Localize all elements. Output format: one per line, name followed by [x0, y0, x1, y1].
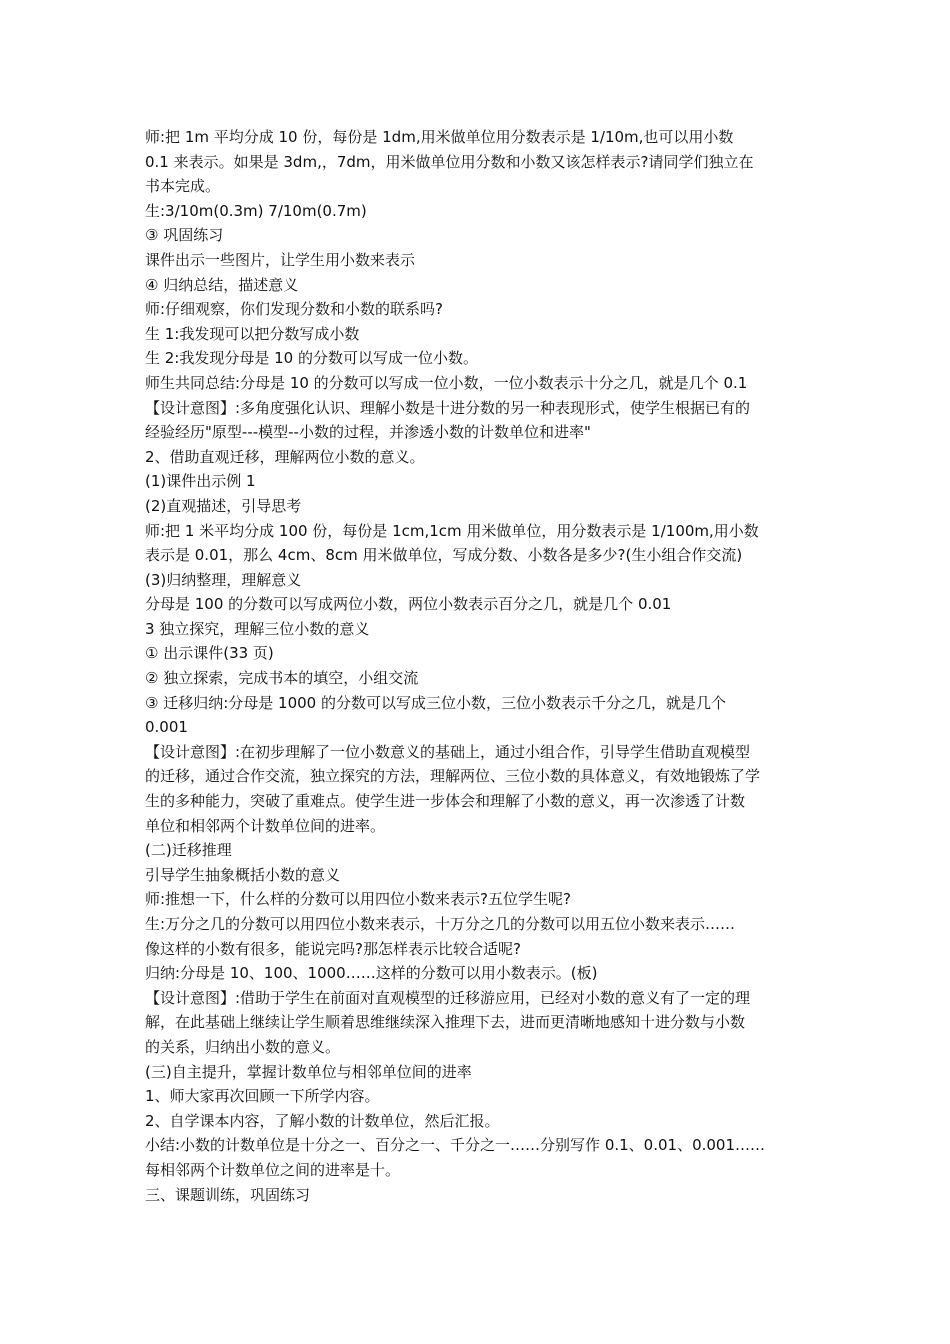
text-line: 引导学生抽象概括小数的意义 [145, 865, 341, 884]
text-line: 0.001 [145, 718, 188, 737]
text-line: (3)归纳整理，理解意义 [145, 570, 302, 589]
text-line: 书本完成。 [145, 177, 221, 196]
text-line: 每相邻两个计数单位之间的进率是十。 [145, 1160, 401, 1179]
text-line: 的迁移，通过合作交流，独立探究的方法，理解两位、三位小数的具体意义，有效地锻炼了学 [145, 767, 761, 786]
text-line: (二)迁移推理 [145, 841, 232, 860]
text-line: 归纳:分母是 10、100、1000……这样的分数可以用小数表示。(板) [145, 964, 598, 983]
text-line: 像这样的小数有很多，能说完吗?那怎样表示比较合适呢? [145, 939, 521, 958]
text-line: 生:3/10m(0.3m) 7/10m(0.7m) [145, 201, 367, 220]
text-line: 生 2:我发现分母是 10 的分数可以写成一位小数。 [145, 349, 478, 368]
text-line: 师:把 1 米平均分成 100 份，每份是 1cm,1cm 用米做单位，用分数表示是 1/100m,用小数 [145, 521, 759, 540]
text-line: (2)直观描述，引导思考 [145, 496, 302, 515]
text-line: 【设计意图】:借助于学生在前面对直观模型的迁移游应用，已经对小数的意义有了一定的理 [145, 988, 751, 1007]
text-line: 【设计意图】:在初步理解了一位小数意义的基础上，通过小组合作，引导学生借助直观模型 [145, 742, 751, 761]
document-body [145, 125, 815, 1207]
text-line: 师:把 1m 平均分成 10 份，每份是 1dm,用米做单位用分数表示是 1/10m,也可以用小数 [145, 128, 734, 146]
text-line: 【设计意图】:多角度强化认识、理解小数是十进分数的另一种表现形式，使学生根据已有的 [145, 398, 751, 417]
text-line: 师生共同总结:分母是 10 的分数可以写成一位小数，一位小数表示十分之几，就是几个 0.1 [145, 373, 748, 392]
text-line: 表示是 0.01，那么 4cm、8cm 用米做单位，写成分数、小数各是多少?(生小组合作交流) [145, 546, 743, 565]
text-line: 生的多种能力，突破了重难点。使学生进一步体会和理解了小数的意义，再一次渗透了计数 [145, 792, 746, 811]
text-line: ④ 归纳总结，描述意义 [145, 275, 299, 294]
text-line: ① 出示课件(33 页) [145, 644, 274, 663]
text-line: 0.1 来表示。如果是 3dm,，7dm，用米做单位用分数和小数又该怎样表示?请同学们独立在 [145, 152, 754, 171]
text-line: ② 独立探索，完成书本的填空，小组交流 [145, 669, 419, 688]
text-line: 小结:小数的计数单位是十分之一、百分之一、千分之一……分别写作 0.1、0.01、0.001…… [145, 1136, 766, 1155]
text-line: 1、师大家再次回顾一下所学内容。 [145, 1087, 380, 1106]
text-line: 的关系，归纳出小数的意义。 [145, 1037, 341, 1056]
text-line: 生:万分之几的分数可以用四位小数来表示，十万分之几的分数可以用五位小数来表示…… [145, 915, 736, 933]
text-line: ③ 迁移归纳:分母是 1000 的分数可以写成三位小数，三位小数表示千分之几，就是几个 [145, 693, 726, 712]
text-line: (1)课件出示例 1 [145, 472, 256, 491]
text-line: (三)自主提升，掌握计数单位与相邻单位间的进率 [145, 1062, 472, 1081]
text-line: ③ 巩固练习 [145, 226, 224, 245]
text-line: 三、课题训练，巩固练习 [145, 1185, 311, 1204]
text-line: 2、自学课本内容，了解小数的计数单位，然后汇报。 [145, 1111, 500, 1130]
text-line: 3 独立探究，理解三位小数的意义 [145, 619, 370, 638]
text-line: 师:推想一下，什么样的分数可以用四位小数来表示?五位学生呢? [145, 890, 571, 909]
text-line: 解，在此基础上继续让学生顺着思维继续深入推理下去，进而更清晰地感知十进分数与小数 [145, 1013, 746, 1032]
text-line: 分母是 100 的分数可以写成两位小数，两位小数表示百分之几，就是几个 0.01 [145, 595, 672, 614]
text-line: 生 1:我发现可以把分数写成小数 [145, 324, 360, 343]
text-line: 经验经历"原型---模型--小数的过程，并渗透小数的计数单位和进率" [145, 423, 591, 442]
text-line: 课件出示一些图片，让学生用小数来表示 [145, 250, 416, 269]
text-line: 2、借助直观迁移，理解两位小数的意义。 [145, 447, 425, 466]
text-line: 单位和相邻两个计数单位间的进率。 [145, 816, 386, 835]
text-line: 师:仔细观察，你们发现分数和小数的联系吗? [145, 300, 444, 319]
